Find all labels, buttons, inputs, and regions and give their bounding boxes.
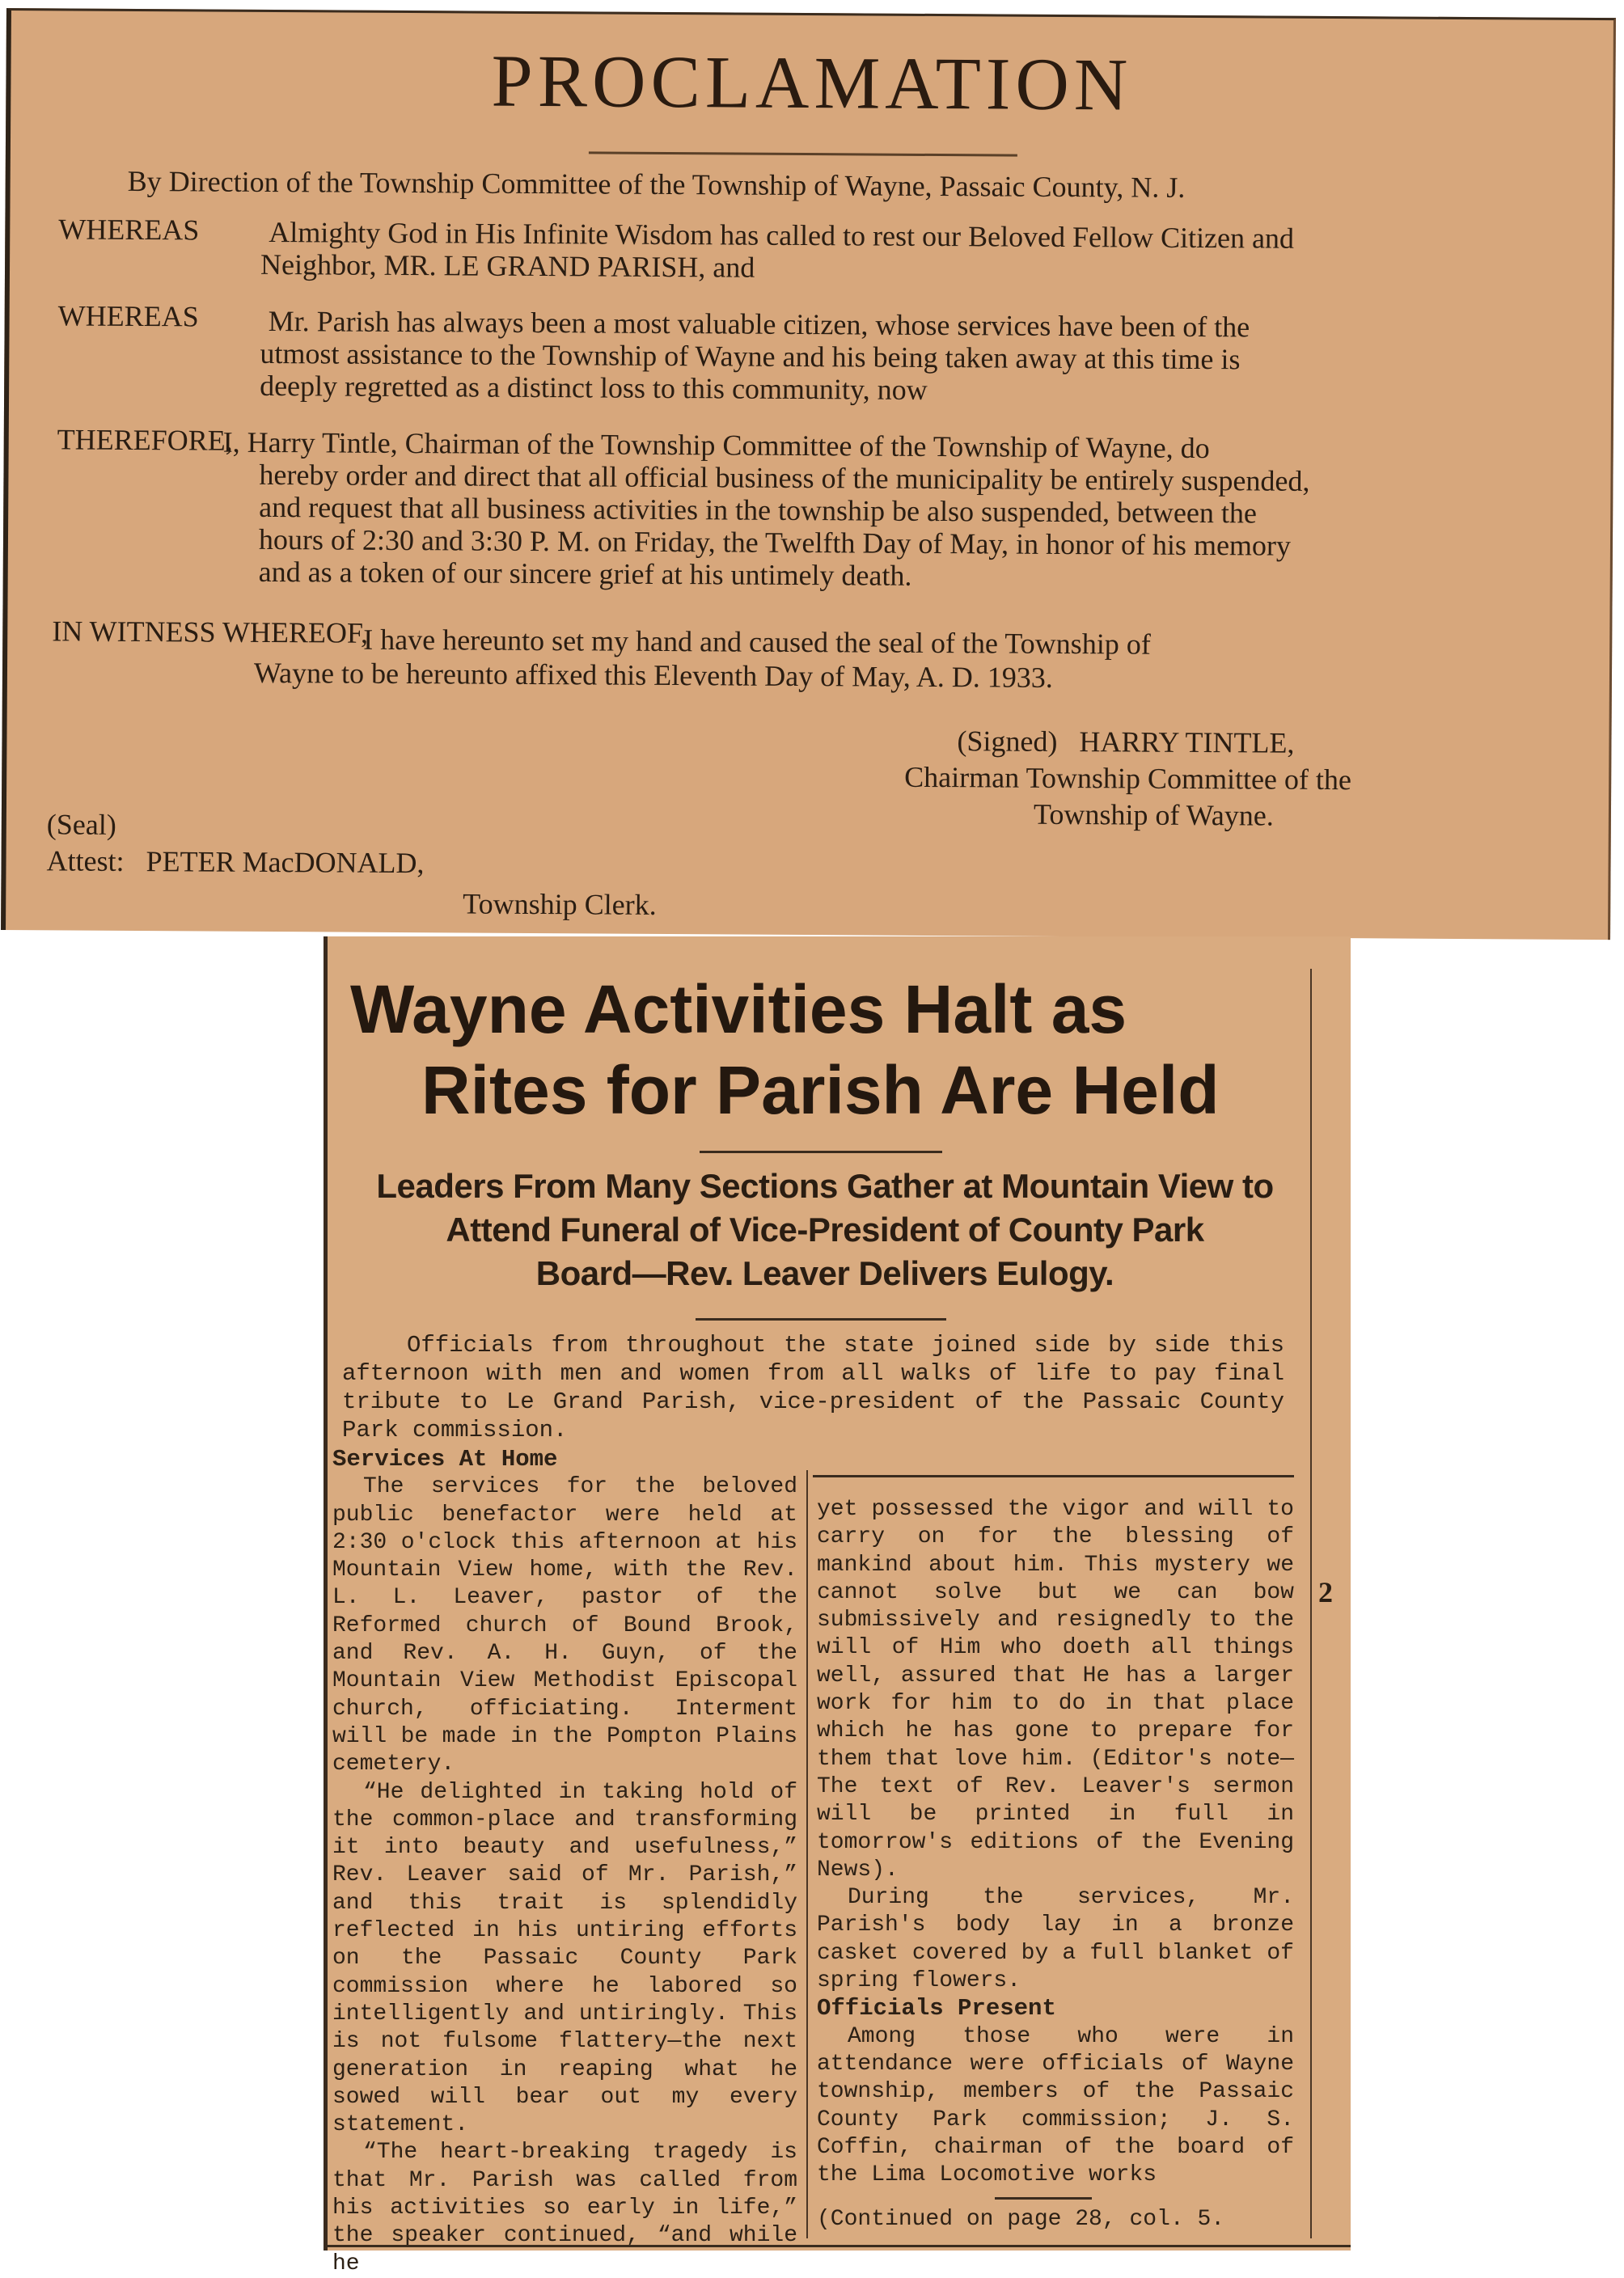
subhead-services: Services At Home xyxy=(332,1446,558,1473)
headline-line-2: Rites for Parish Are Held xyxy=(421,1052,1220,1128)
seal-label: (Seal) xyxy=(46,808,116,841)
deck-line-3: Board—Rev. Leaver Delivers Eulogy. xyxy=(535,1254,1114,1292)
whereas-2-line-3: deeply regretted as a distinct loss to this community, now xyxy=(260,369,928,406)
witness-body xyxy=(254,657,1580,697)
left-paragraph-1: The services for the beloved public benefactor were held at 2:30 o'clock this afternoon at his Mountain View home, with the Rev. L. L. Leaver, pastor of the Reformed church of Bound Brook, and Rev. A. H. Guyn, of the Mountain View Methodist Episcopal church, officiating. Interment will be made in the Pompton Plains cemetery. xyxy=(332,1474,797,1777)
left-paragraph-3: “The heart-breaking tragedy is that Mr. Parish was called from his activities so early in life,” the speaker continued, “and while he xyxy=(332,2140,797,2276)
therefore-line-3: and request that all business activities in the township be also suspended, between the xyxy=(259,490,1258,530)
deck-rule xyxy=(696,1318,946,1321)
deck-line-2: Attend Funeral of Vice-President of County Park xyxy=(446,1211,1204,1249)
therefore-first-line: I, Harry Tintle, Chairman of the Township Committee of the Township of Wayne, do xyxy=(222,425,1210,465)
whereas-2-body xyxy=(260,305,1587,410)
therefore-body xyxy=(259,459,1586,596)
attest-line: Attest: PETER MacDONALD, xyxy=(46,844,425,880)
witness-line-2: Wayne to be hereunto affixed this Eleventh Day of May, A. D. 1933. xyxy=(253,656,1053,694)
witness-head: IN WITNESS WHEREOF, xyxy=(52,615,369,649)
right-paragraph-2: During the services, Mr. Parish's body lay in a bronze casket covered by a full blanket of spring flowers. xyxy=(817,1885,1294,1994)
continued-note: (Continued on page 28, col. 5. xyxy=(817,2207,1225,2233)
whereas-2-head: WHEREAS xyxy=(57,299,199,333)
edge-digit: 2 xyxy=(1318,1576,1333,1608)
whereas-2-line-1: Mr. Parish has always been a most valuable citizen, whose services have been of the xyxy=(268,304,1250,344)
right-paragraph-1: yet possessed the vigor and will to carry on for the blessing of mankind about him. This mystery we cannot solve but we can bow submissively and resignedly to the will of Him who doeth all things well, assured that He has a larger work for him to do in that place which he has gone to prepare for them that love him. (Editor's note—The text of Rev. Leaver's sermon will be printed in full in tomorrow's editions of the Evening News). xyxy=(817,1497,1294,1883)
whereas-1-body xyxy=(260,216,1587,289)
whereas-2-line-2: utmost assistance to the Township of Wayne and his being taken away at this time is xyxy=(260,336,1241,376)
clerk-title: Township Clerk. xyxy=(463,887,657,921)
therefore-line-2: hereby order and direct that all official business of the municipality be entirely suspended, xyxy=(259,458,1310,497)
article-clipping xyxy=(324,936,1351,2276)
continued-rule xyxy=(995,2197,1092,2200)
whereas-1-head: WHEREAS xyxy=(58,213,200,247)
headline-line-1: Wayne Activities Halt as xyxy=(350,971,1127,1047)
right-column xyxy=(817,1496,1294,2234)
signer-title-2: Township of Wayne. xyxy=(1033,797,1274,832)
therefore-line-5: and as a token of our sincere grief at his untimely death. xyxy=(258,555,912,592)
article-deck xyxy=(344,1164,1306,1295)
headline-rule xyxy=(700,1151,942,1153)
title-divider xyxy=(589,151,1017,156)
right-paragraph-3: Among those who were in attendance were officials of Wayne township, members of the Passaic County Park commission; J. S. Coffin, chairman of the board of the Lima Locomotive works xyxy=(817,2023,1294,2188)
article-lede: Officials from throughout the state joined side by side this afternoon with men and women from all walks of life to pay final tribute to Le Grand Parish, vice-president of the Passaic County Park commission. xyxy=(342,1332,1284,1443)
proclamation-title: PROCLAMATION xyxy=(491,39,1133,126)
therefore-line-4: hours of 2:30 and 3:30 P. M. on Friday, the Twelfth Day of May, in honor of his memory xyxy=(258,522,1292,562)
whereas-1-line-1: Almighty God in His Infinite Wisdom has called to rest our Beloved Fellow Citizen and xyxy=(269,215,1295,255)
signed-line: (Signed) HARRY TINTLE, xyxy=(957,725,1295,759)
article-headline xyxy=(350,969,1329,1131)
witness-first-line: I have hereunto set my hand and caused the seal of the Township of xyxy=(363,623,1151,661)
proclamation-clipping xyxy=(1,8,1616,940)
therefore-head: THEREFORE, xyxy=(57,423,233,457)
subhead-officials: Officials Present xyxy=(817,1995,1056,2022)
left-column xyxy=(332,1446,797,2278)
column-divider xyxy=(806,1470,808,2238)
signer-title-1: Chairman Township Committee of the xyxy=(904,760,1352,797)
bottom-rule xyxy=(328,2245,1351,2247)
proclamation-intro: By Direction of the Township Committee of the Township of Wayne, Passaic County, N. J. xyxy=(127,164,1186,204)
whereas-1-line-2: Neighbor, MR. LE GRAND PARISH, and xyxy=(260,247,755,284)
deck-line-1: Leaders From Many Sections Gather at Mountain View to xyxy=(376,1167,1274,1205)
left-paragraph-2: “He delighted in taking hold of the common-place and transforming it into beauty and usefulness,” Rev. Leaver said of Mr. Parish,” and this trait is splendidly reflected in his untiring efforts on the Passaic County Park commission where he labored so intelligently and untiringly. This is not fulsome flattery—the next generation in reaping what he sowed will bear out my every statement. xyxy=(332,1779,797,2138)
column-edge-rule xyxy=(1310,969,1312,2238)
right-column-top-rule xyxy=(813,1475,1294,1477)
